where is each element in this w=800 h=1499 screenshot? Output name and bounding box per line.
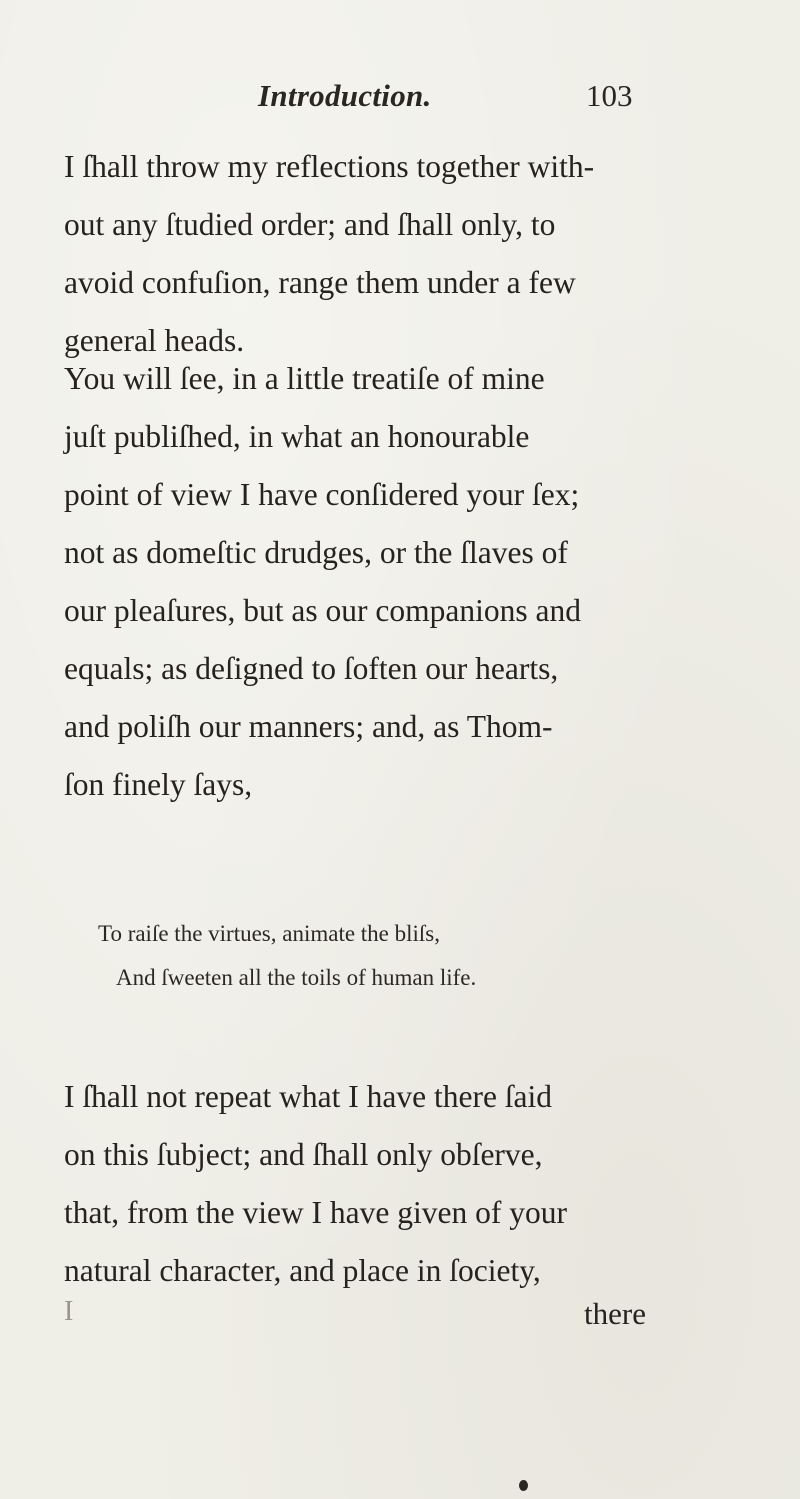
page-number: 103 — [586, 78, 633, 113]
page-header — [0, 78, 800, 118]
text-line: natural character, and place in ſociety, — [64, 1253, 541, 1288]
text-line: out any ſtudied order; and ſhall only, to — [64, 207, 556, 242]
text-line: on this ſubject; and ſhall only obſerve, — [64, 1137, 543, 1172]
text-line: our pleaſures, but as our companions and — [64, 593, 581, 628]
text-line: avoid confuſion, range them under a few — [64, 265, 576, 300]
text-line: general heads. — [64, 323, 245, 358]
text-line: You will ſee, in a little treatiſe of mine — [64, 361, 545, 396]
text-line: point of view I have conſidered your ſex; — [64, 477, 580, 512]
text-line: ſon finely ſays, — [64, 767, 253, 802]
text-line: juſt publiſhed, in what an honourable — [64, 419, 530, 454]
paragraph-3 — [64, 1068, 744, 1300]
text-line: I ſhall throw my reflections together with- — [64, 149, 595, 184]
text-line: and poliſh our manners; and, as Thom- — [64, 709, 553, 744]
text-line: that, from the view I have given of your — [64, 1195, 567, 1230]
running-head: Introduction. — [258, 78, 432, 113]
paragraph-2 — [64, 350, 744, 814]
verse-line: To raiſe the virtues, animate the bliſs, — [98, 921, 441, 946]
signature-mark: I — [64, 1296, 74, 1327]
verse-line: And ſweeten all the toils of human life. — [116, 965, 477, 990]
text-line: equals; as deſigned to ſoften our hearts, — [64, 651, 559, 686]
page-footer — [0, 1296, 800, 1336]
paragraph-1 — [64, 138, 744, 370]
catchword: there — [584, 1296, 646, 1331]
text-line: I ſhall not repeat what I have there ſaid — [64, 1079, 553, 1114]
text-line: not as domeſtic drudges, or the ſlaves of — [64, 535, 568, 570]
verse-quotation — [98, 912, 718, 1000]
ink-speck — [519, 1480, 528, 1491]
